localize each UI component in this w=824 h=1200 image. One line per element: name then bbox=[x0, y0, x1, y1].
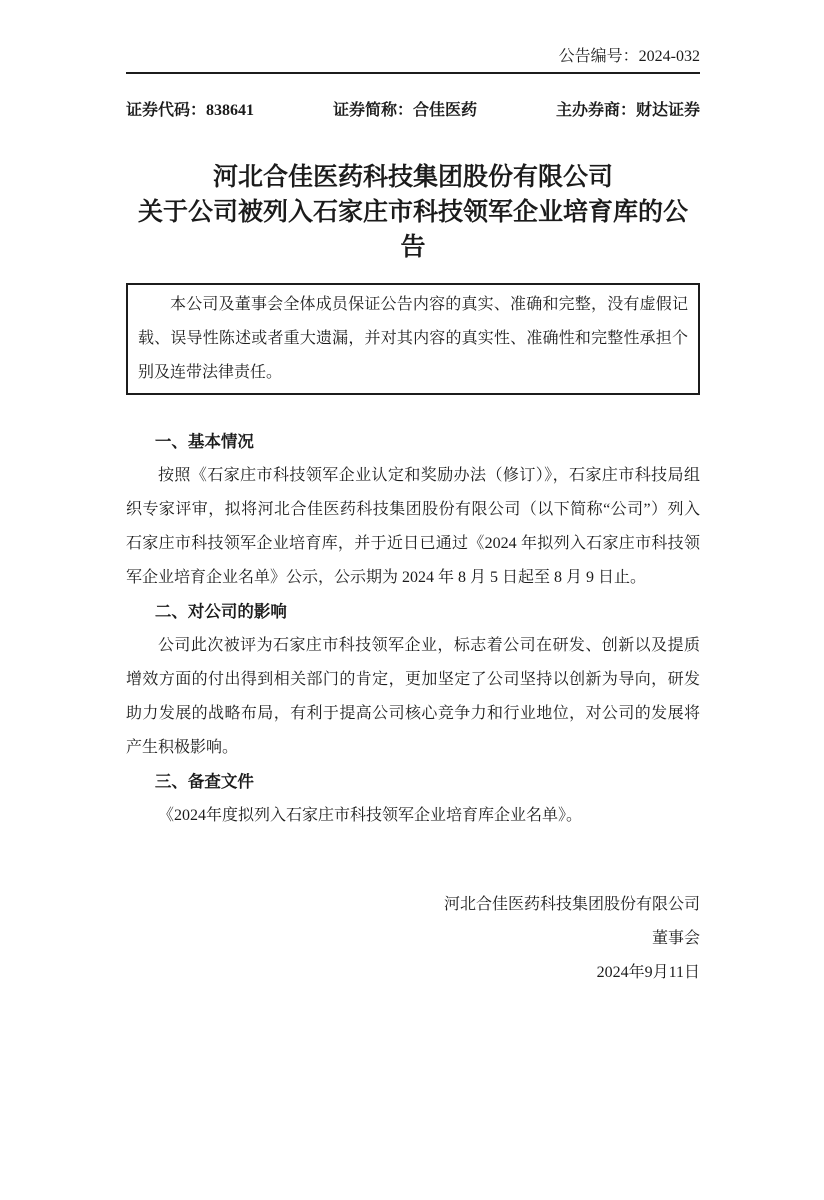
section-1-heading: 一、基本情况 bbox=[154, 432, 254, 451]
document-title-company: 河北合佳医药科技集团股份有限公司 bbox=[212, 164, 613, 191]
announcement-number: 公告编号：2024-032 bbox=[558, 48, 700, 65]
document-title-subject: 关于公司被列入石家庄市科技领军企业培育库的公告 bbox=[137, 199, 688, 261]
document-title bbox=[126, 160, 700, 265]
signature-date: 2024年9月11日 bbox=[596, 964, 700, 981]
signature-board: 董事会 bbox=[651, 930, 700, 947]
section-1-paragraph: 按照《石家庄市科技领军企业认定和奖励办法（修订）》，石家庄市科技局组织专家评审，拟将河北合佳医药科技集团股份有限公司（以下简称“公司”）列入石家庄市科技领军企业培育库，并于近日已通过《2024 年拟列入石家庄市科技领军企业培育企业名单》公示，公示期为 2024 年 8 月 5 日起至 8 月 9 日止。 bbox=[126, 467, 700, 586]
section-3-paragraph: 《2024年度拟列入石家庄市科技领军企业培育库企业名单》。 bbox=[158, 807, 583, 824]
section-3-heading: 三、备查文件 bbox=[154, 772, 254, 791]
signature-block bbox=[126, 888, 700, 990]
section-2-heading: 二、对公司的影响 bbox=[154, 602, 287, 621]
signature-company: 河北合佳医药科技集团股份有限公司 bbox=[443, 896, 700, 913]
disclaimer-text: 本公司及董事会全体成员保证公告内容的真实、准确和完整，没有虚假记载、误导性陈述或者重大遗漏，并对其内容的真实性、准确性和完整性承担个别及连带法律责任。 bbox=[138, 296, 688, 381]
securities-info-row bbox=[126, 100, 700, 122]
securities-name: 证券简称：合佳医药 bbox=[332, 102, 477, 119]
header-divider bbox=[126, 72, 700, 74]
section-2-paragraph: 公司此次被评为石家庄市科技领军企业，标志着公司在研发、创新以及提质增效方面的付出得到相关部门的肯定，更加坚定了公司坚持以创新为导向，研发助力发展的战略布局，有利于提高公司核心竞争力和行业地位，对公司的发展将产生积极影响。 bbox=[126, 637, 700, 756]
sponsor-broker: 主办券商：财达证券 bbox=[555, 102, 700, 119]
disclaimer-box bbox=[126, 283, 700, 395]
securities-code: 证券代码：838641 bbox=[126, 102, 255, 119]
